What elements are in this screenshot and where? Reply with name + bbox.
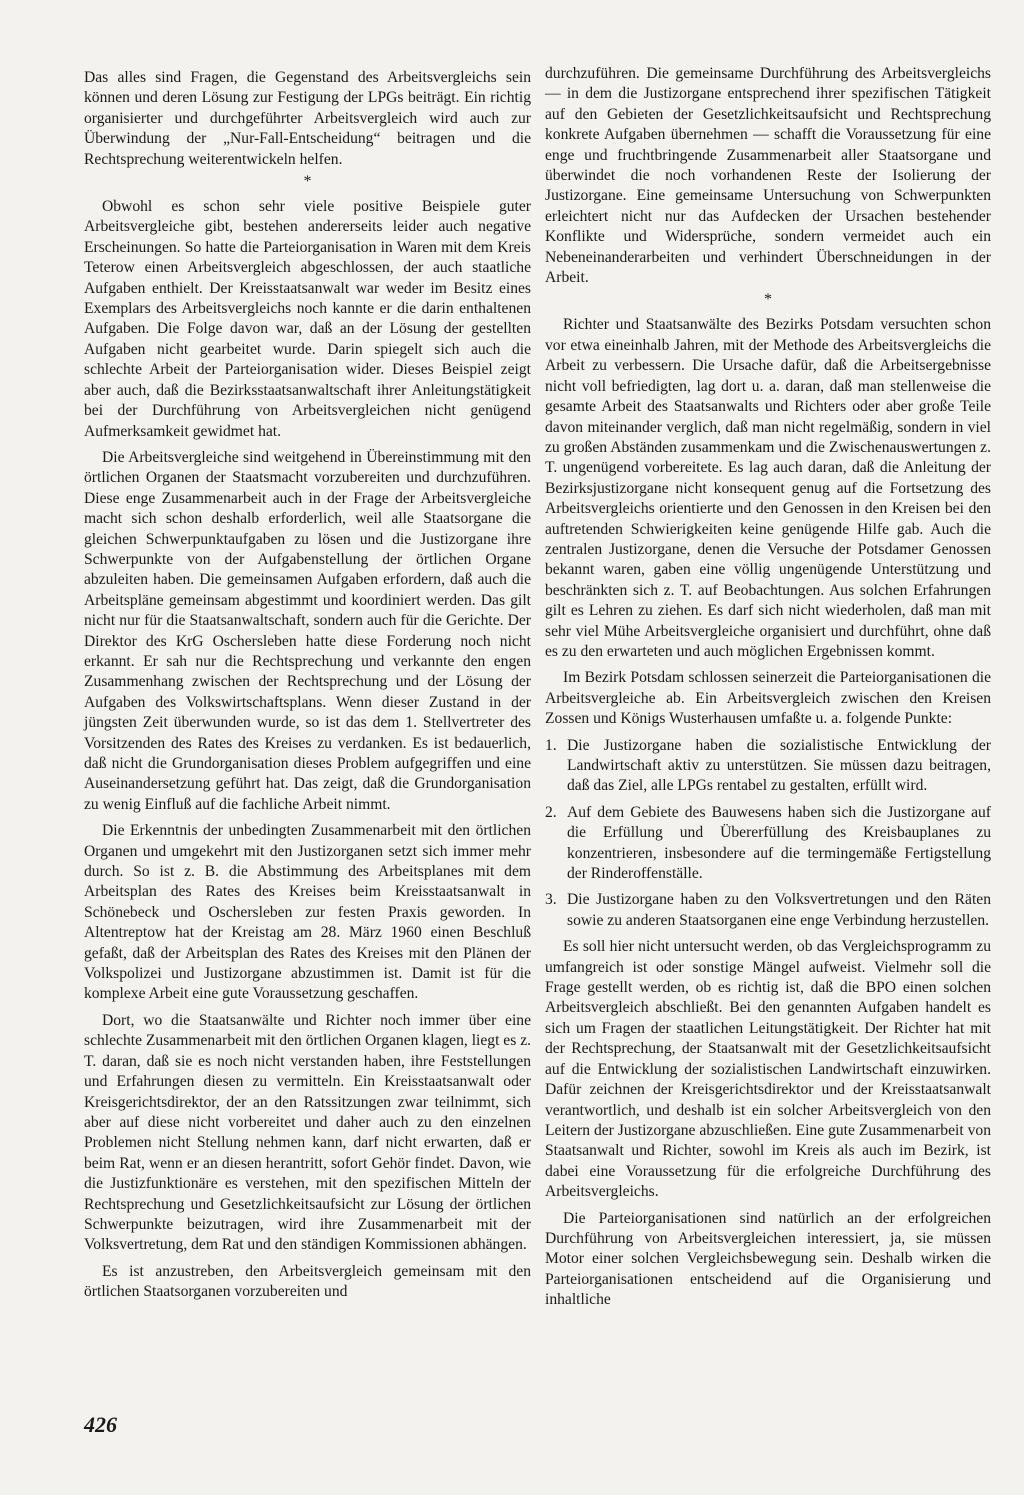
list-number: 1. — [545, 736, 557, 754]
list-item-text: Die Justizorgane haben die sozialistische Entwicklung der Landwirtschaft aktiv zu unterstützen. Sie müssen dazu beitragen, daß das Ziel, alle LPGs rentabel zu gestalten, erfüllt wird. — [567, 736, 991, 795]
paragraph: Die Arbeitsvergleiche sind weitgehend in Übereinstimmung mit den örtlichen Organen der Staatsmacht vorzubereiten und durchzuführen. Diese enge Zusammenarbeit auch in der Frage der Arbeitsvergleiche macht sich schon deshalb erforderlich, weil alle Staatsorgane die gleichen Schwerpunktaufgaben zu lösen und die Justizorgane ihre Schwerpunkte von der Aufgabenstellung der örtlichen Organe abzuleiten haben. Die gemeinsamen Aufgaben erfordern, daß auch die Arbeitspläne gemeinsam abgestimmt und koordiniert werden. Das gilt nicht nur für die Staatsanwaltschaft, sondern auch für die Gerichte. Der Direktor des KrG Oschersleben hatte diese Forderung noch nicht erkannt. Er sah nur die Rechtsprechung und verkannte den engen Zusammenhang zwischen der Rechtsprechung und der Lösung der Aufgaben des Volkswirtschaftsplans. Wenn dieser Zustand in der jüngsten Zeit überwunden wurde, so ist das dem 1. Stellvertreter des Vorsitzenden des Rates des Kreises zu verdanken. Es ist bedauerlich, daß nicht die Grundorganisation dieses Problem aufgegriffen und eine Auseinandersetzung geführt hat. Das zeigt, daß die Grundorganisation zu wenig Einfluß auf die fachliche Arbeit nimmt. — [84, 448, 531, 813]
list-item — [545, 736, 991, 797]
list-item — [545, 803, 991, 885]
paragraph: Die Parteiorganisationen sind natürlich an der erfolgreichen Durchführung von Arbeitsvergleichen interessiert, ja, sie müssen Motor einer solchen Vergleichsbewegung sein. Deshalb wirken die Parteiorganisationen entscheidend auf die Organisierung und inhaltliche — [545, 1209, 991, 1309]
list-number: 3. — [545, 891, 557, 909]
paragraph: Im Bezirk Potsdam schlossen seinerzeit die Parteiorganisationen die Arbeitsvergleiche ab. Ein Arbeitsvergleich zwischen den Kreisen Zossen und Königs Wusterhausen umfaßte u. a. folgende Punkte: — [545, 669, 991, 728]
numbered-list — [545, 736, 991, 932]
right-column — [545, 64, 991, 1317]
paragraph: Es soll hier nicht untersucht werden, ob das Vergleichsprogramm zu umfangreich ist oder sonstige Mängel aufweist. Vielmehr soll die Frage gestellt werden, ob es richtig ist, daß die BPO einen solchen Arbeitsvergleich abschließt. Bei den genannten Aufgaben handelt es sich um Fragen der staatlichen Leitungstätigkeit. Der Richter hat mit der Rechtsprechung, der Staatsanwalt mit der Gesetzlichkeitsaufsicht auf die Entwicklung der sozialistischen Landwirtschaft einzuwirken. Dafür zeichnen der Kreisgerichtsdirektor und der Kreisstaatsanwalt verantwortlich, und deshalb ist ein solcher Arbeitsvergleich von den Leitern der Justizorgane abzuschließen. Eine gute Zusammenarbeit von Staatsanwalt und Richter, sowohl im Kreis als auch im Bezirk, ist dabei eine Voraussetzung für die erfolgreiche Durchführung des Arbeitsvergleichs. — [545, 938, 991, 1201]
paragraph: Obwohl es schon sehr viele positive Beispiele guter Arbeitsvergleiche gibt, bestehen andererseits leider auch negative Erscheinungen. So hatte die Parteiorganisation in Waren mit dem Kreis Teterow einen Arbeitsvergleich abgeschlossen, der auch staatliche Aufgaben enthielt. Der Kreisstaatsanwalt war weder im Besitz eines Exemplars des Arbeitsvergleichs noch kannte er die darin enthaltenen Aufgaben. Die Folge davon war, daß an der Lösung der gestellten Aufgaben nicht gearbeitet wurde. Darin spiegelt sich auch die schlechte Arbeit der Parteiorganisation wider. Dieses Beispiel zeigt aber auch, daß die Bezirksstaatsanwaltschaft ihrer Anleitungstätigkeit bei der Durchführung von Arbeitsvergleichen nicht genügend Aufmerksamkeit gewidmet hat. — [84, 198, 531, 440]
left-column — [84, 68, 531, 1309]
page-number: 426 — [84, 1412, 117, 1437]
list-item-text: Die Justizorgane haben zu den Volksvertretungen und den Räten sowie zu anderen Staatsorganen eine enge Verbindung herzustellen. — [567, 891, 991, 929]
paragraph: Es ist anzustreben, den Arbeitsvergleich gemeinsam mit den örtlichen Staatsorganen vorzubereiten und — [84, 1262, 531, 1301]
paragraph: durchzuführen. Die gemeinsame Durchführung des Arbeitsvergleichs — in dem die Justizorgane entsprechend ihrer spezifischen Tätigkeit auf den Gebieten der Gesetzlichkeitsaufsicht und Rechtsprechung konkrete Aufgaben übernehmen — schafft die Voraussetzung für eine enge und fruchtbringende Zusammenarbeit aller Staatsorgane und überwindet die noch vorhandenen Reste der Isolierung der Justizorgane. Eine gemeinsame Untersuchung von Schwerpunkten erleichtert nicht nur das Aufdecken der Ursachen bestehender Konflikte und Widersprüche, sondern vermeidet auch ein Nebeneinanderarbeiten und verhindert Überschneidungen in der Arbeit. — [545, 65, 991, 287]
section-separator: * — [303, 173, 312, 191]
list-item — [545, 890, 991, 931]
list-number: 2. — [545, 803, 557, 821]
paragraph: Richter und Staatsanwälte des Bezirks Potsdam versuchten schon vor etwa eineinhalb Jahren, mit der Methode des Arbeitsvergleichs die Arbeit zu verbessern. Die Ursache dafür, daß die Arbeitsergebnisse nicht voll befriedigten, lag dort u. a. daran, daß man stellenweise die gesamte Arbeit des Staatsanwalts und Richters oder aber große Teile davon miteinander verglich, daß man nicht regelmäßig, sondern in viel zu großen Abständen zusammenkam und die Zwischenauswertungen z. T. ungenügend vorbereitete. Es lag auch daran, daß die Anleitung der Bezirksjustizorgane nicht konsequent genug auf die Fortsetzung des Arbeitsvergleichs orientierte und den Genossen in den Kreisen bei den auftretenden Schwierigkeiten keine genügende Hilfe gab. Auch die zentralen Justizorgane, denen die Versuche der Potsdamer Genossen bekannt waren, gaben eine völlig ungenügende Unterstützung und beschränkten sich z. T. auf Beobachtungen. Aus solchen Erfahrungen gilt es Lehren zu ziehen. Es darf sich nicht wiederholen, daß man mit sehr viel Mühe Arbeitsvergleiche organisiert und durchführt, ohne daß es zu den erwarteten und auch möglichen Ergebnissen kommt. — [545, 316, 991, 660]
list-item-text: Auf dem Gebiete des Bauwesens haben sich die Justizorgane auf die Erfüllung und Übererfüllung des Kreisbauplanes zu konzentrieren, insbesondere auf die termingemäße Fertigstellung der Rinderoffenställe. — [567, 803, 991, 883]
paragraph: Das alles sind Fragen, die Gegenstand des Arbeitsvergleichs sein können und deren Lösung zur Festigung der LPGs beiträgt. Ein richtig organisierter und durchgeführter Arbeitsvergleich wird auch zur Überwindung der „Nur-Fall-Entscheidung“ beitragen und die Rechtsprechung weiterentwickeln helfen. — [84, 69, 531, 168]
paragraph: Die Erkenntnis der unbedingten Zusammenarbeit mit den örtlichen Organen und umgekehrt mit den Justizorganen setzt sich immer mehr durch. So ist z. B. die Abstimmung des Arbeitsplanes mit dem Arbeitsplan des Rates des Kreises beim Kreisstaatsanwalt in Schönebeck und Oschersleben zur festen Praxis geworden. In Altentreptow hat der Kreistag am 28. März 1960 einen Beschluß gefaßt, daß der Arbeitsplan des Rates des Kreises mit den Plänen der Volkspolizei und Justizorgane abzustimmen ist. Damit ist für die komplexe Arbeit eine gute Voraussetzung geschaffen. — [84, 822, 531, 1003]
paragraph: Dort, wo die Staatsanwälte und Richter noch immer über eine schlechte Zusammenarbeit mit den örtlichen Organen klagen, liegt es z. T. daran, daß sie es noch nicht verstanden haben, ihre Feststellungen und Erfahrungen diesen zu vermitteln. Ein Kreisstaatsanwalt oder Kreisgerichtsdirektor, der an den Ratssitzungen zwar teilnimmt, sich aber auf diese nicht vorbereitet und daher auch zu den einzelnen Problemen nicht Stellung nehmen kann, darf nicht erwarten, daß er beim Rat, wenn er an diesen herantritt, sofort Gehör findet. Davon, wie die Justizfunktionäre es verstehen, mit den spezifischen Mitteln der Rechtsprechung und Gesetzlichkeitsaufsicht zur Lösung der örtlichen Schwerpunkte beizutragen, wird ihre Zusammenarbeit mit der Volksvertretung, dem Rat und den ständigen Kommissionen abhängen. — [84, 1011, 532, 1254]
section-separator: * — [764, 291, 772, 309]
